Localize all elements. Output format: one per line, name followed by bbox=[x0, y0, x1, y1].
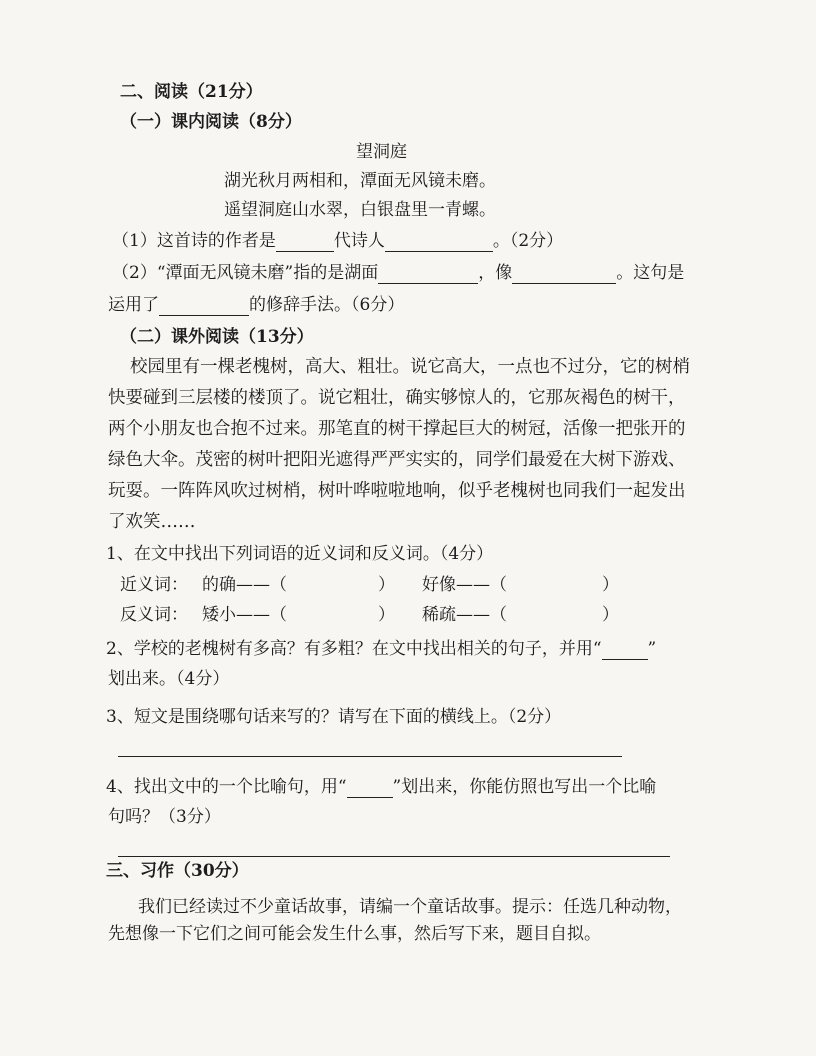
question-4 bbox=[106, 776, 656, 798]
poem-q1-text-a: （1）这首诗的作者是 bbox=[112, 231, 276, 251]
answer-line-q3[interactable] bbox=[118, 756, 622, 757]
question-2-text-b: ” bbox=[647, 639, 657, 659]
question-1: 1、在文中找出下列词语的近义词和反义词。（4分） bbox=[106, 544, 494, 564]
poet-name-blank[interactable] bbox=[385, 233, 493, 252]
question-2-cont: 划出来。（4分） bbox=[108, 669, 230, 689]
synonym-word-1: 的确——（ bbox=[202, 575, 287, 595]
passage-line: 两个小朋友也合抱不过来。那笔直的树干撑起巨大的树冠，活像一把张开的 bbox=[108, 419, 686, 439]
synonym-word-2: 好像——（ bbox=[422, 575, 507, 595]
underline-sample bbox=[602, 641, 648, 660]
poem-q2-text-e: 的修辞手法。（6分） bbox=[249, 295, 405, 315]
part2-heading: （二）课外阅读（13分） bbox=[120, 327, 314, 347]
poem-line-2: 遥望洞庭山水翠，白银盘里一青螺。 bbox=[224, 200, 496, 220]
passage-line: 绿色大伞。茂密的树叶把阳光遮得严严实实的，同学们最爱在大树下游戏、 bbox=[108, 450, 686, 470]
underline-sample bbox=[347, 779, 393, 798]
poem-q2-text-d: 运用了 bbox=[108, 295, 159, 315]
poem-line-1: 湖光秋月两相和，潭面无风镜未磨。 bbox=[224, 171, 496, 191]
poem-question-2-cont bbox=[108, 294, 404, 316]
question-3: 3、短文是围绕哪句话来写的？请写在下面的横线上。（2分） bbox=[106, 707, 562, 727]
passage-line: 校园里有一棵老槐树，高大、粗壮。说它高大，一点也不过分，它的树梢 bbox=[130, 357, 690, 377]
essay-prompt-line-2: 先想像一下它们之间可能会发生什么事，然后写下来，题目自拟。 bbox=[108, 924, 601, 944]
dynasty-blank[interactable] bbox=[276, 233, 334, 252]
close-paren: ） bbox=[378, 575, 395, 595]
antonym-word-2: 稀疏——（ bbox=[422, 605, 507, 625]
simile-blank[interactable] bbox=[512, 265, 616, 284]
poem-question-1 bbox=[112, 230, 563, 252]
lake-surface-blank[interactable] bbox=[378, 265, 478, 284]
close-paren: ） bbox=[602, 605, 619, 625]
section3-heading: 三、习作（30分） bbox=[106, 861, 249, 881]
poem-q2-text-a: （2）“潭面无风镜未磨”指的是湖面 bbox=[112, 263, 379, 283]
poem-title: 望洞庭 bbox=[356, 142, 407, 162]
answer-line-q4[interactable] bbox=[118, 856, 670, 857]
antonym-word-1: 矮小——（ bbox=[202, 605, 287, 625]
poem-q2-text-c: 。这句是 bbox=[616, 263, 685, 283]
poem-q1-text-b: 代诗人 bbox=[333, 231, 385, 251]
synonym-label: 近义词： bbox=[120, 575, 188, 595]
passage-line: 了欢笑…… bbox=[108, 512, 196, 532]
antonym-label: 反义词： bbox=[120, 605, 188, 625]
part1-heading: （一）课内阅读（8分） bbox=[120, 112, 302, 132]
rhetoric-blank[interactable] bbox=[159, 297, 249, 316]
question-4-text-b: ”划出来，你能仿照也写出一个比喻 bbox=[392, 777, 657, 797]
close-paren: ） bbox=[602, 575, 619, 595]
passage-line: 快要碰到三层楼的楼顶了。说它粗壮，确实够惊人的，它那灰褐色的树干， bbox=[108, 388, 686, 408]
poem-q2-text-b: ，像 bbox=[478, 263, 513, 283]
passage-line: 玩耍。一阵阵风吹过树梢，树叶哗啦啦地响，似乎老槐树也同我们一起发出 bbox=[108, 481, 686, 501]
question-4-cont: 句吗？（3分） bbox=[108, 807, 221, 827]
poem-q1-text-c: 。（2分） bbox=[492, 231, 564, 251]
question-2 bbox=[106, 638, 656, 660]
close-paren: ） bbox=[378, 605, 395, 625]
section2-heading: 二、阅读（21分） bbox=[120, 82, 263, 102]
question-4-text-a: 4、找出文中的一个比喻句，用“ bbox=[106, 777, 347, 797]
question-2-text-a: 2、学校的老槐树有多高？有多粗？在文中找出相关的句子，并用“ bbox=[106, 639, 602, 659]
poem-question-2 bbox=[112, 262, 684, 284]
essay-prompt-line-1: 我们已经读过不少童话故事，请编一个童话故事。提示：任选几种动物， bbox=[138, 897, 682, 917]
